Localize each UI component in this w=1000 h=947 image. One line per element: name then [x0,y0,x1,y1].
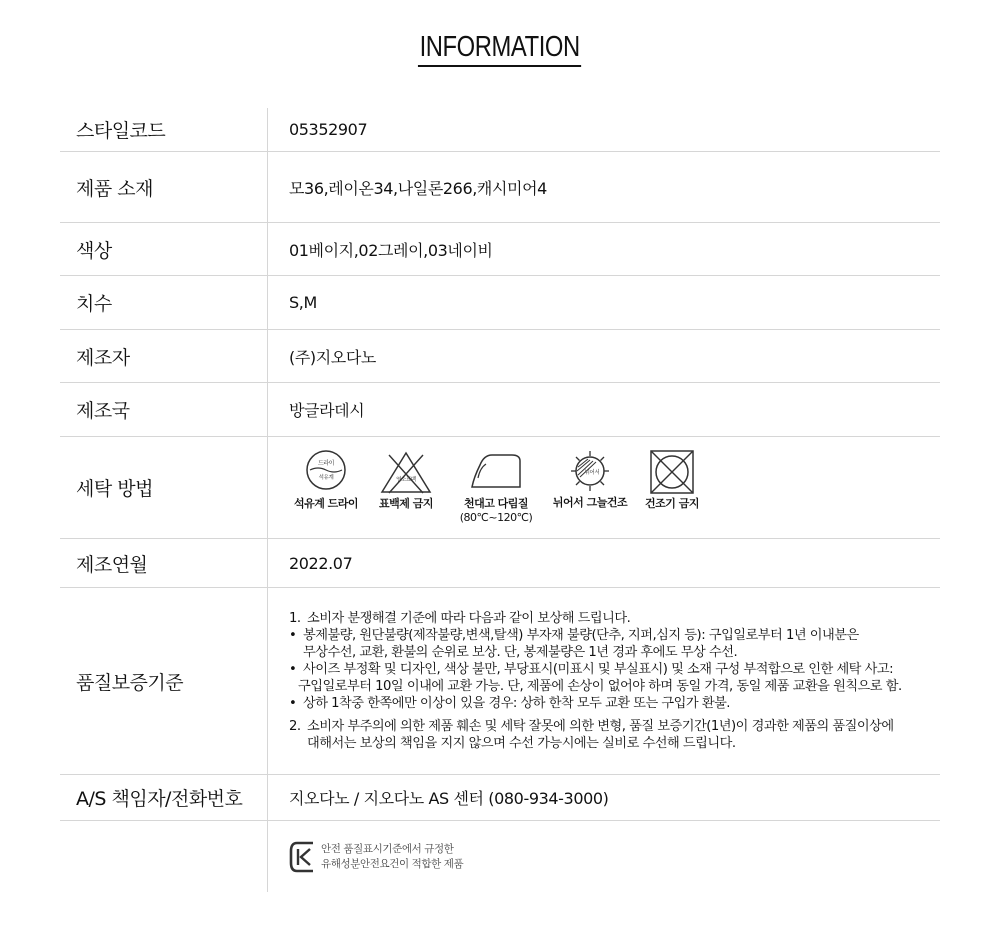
page-title-wrap [0,30,1000,67]
wash-item-shade-dry [544,449,636,510]
quality-bullet-2a: 사이즈 부정확 및 디자인, 색상 불만, 부당표시(미표시 및 부실표시) 및 소재 구성 부적합으로 인한 세탁 사고: [303,662,894,677]
as-label: A/S 책임자/전화번호 [60,775,268,820]
no-bleach-icon [379,449,433,495]
material-label: 제품 소재 [60,152,268,222]
bullet-2: • [289,662,297,677]
country-value: 방글라데시 [289,401,365,420]
color-value: 01베이지,02그레이,03네이비 [289,240,493,260]
quality-line-2a: 소비자 부주의에 의한 제품 훼손 및 세탁 잘못에 의한 변형, 품질 보증기간(1년)이 경과한 제품의 품질이상에 [307,719,894,734]
quality-text [268,588,940,774]
row-maker [60,330,940,383]
kc-mark-icon [289,839,315,875]
quality-bullet-1b: 무상수선, 교환, 환불의 순위로 보상. 단, 봉제불량은 1년 경과 후에도 무상 수선. [303,645,738,660]
bullet-3: • [289,696,297,711]
quality-num-1: 1. [289,611,301,626]
no-tumble-dry-icon [649,449,695,495]
wash-label: 세탁 방법 [60,437,268,538]
iron-caption-sub: (80℃~120℃) [459,511,533,524]
wash-item-no-bleach [364,449,448,511]
iron-caption [460,497,533,525]
no-bleach-inner-text: 염소표백 [396,477,416,483]
row-style-code [60,108,940,152]
quality-bullet-1a: 봉제불량, 원단불량(제작불량,변색,탈색) 부자재 불량(단추, 지퍼,심지 등): 구입일로부터 1년 이내분은 [303,628,859,643]
row-kc [60,821,940,892]
color-label: 색상 [60,223,268,275]
dry-clean-petroleum-icon [304,449,348,491]
quality-bullet-3 [289,695,730,712]
kc-cell [268,821,940,892]
row-material [60,152,940,223]
wash-item-dry-clean [288,449,364,511]
no-tumble-caption: 건조기 금지 [645,497,699,510]
size-label: 치수 [60,276,268,329]
no-wring-shade-dry-icon [566,449,614,493]
quality-item-2 [289,718,894,735]
iron-caption-main: 천대고 다림질 [463,497,529,510]
wash-icons [268,437,940,538]
kc-text [321,842,463,872]
kc-text-line-1: 안전 품질표시기준에서 규정한 [321,842,454,855]
dry-clean-top-text: 드라이 [317,460,335,467]
quality-label: 품질보증기준 [60,588,268,774]
row-date [60,539,940,588]
quality-item-1 [289,610,630,627]
iron-icon [468,449,524,491]
kc-certification [289,839,463,875]
kc-text-line-2: 유해성분안전요건이 적합한 제품 [321,857,464,870]
row-country [60,383,940,437]
info-table [60,108,940,892]
date-value: 2022.07 [289,553,353,573]
row-color [60,223,940,276]
style-code-value: 05352907 [289,120,368,139]
maker-label: 제조자 [60,330,268,382]
shade-dry-inner-text: 뉘어서 [584,470,600,476]
row-quality [60,588,940,775]
quality-bullet-2b: 구입일로부터 10일 이내에 교환 가능. 단, 제품에 손상이 없어야 하며 동일 가격, 동일 제품 교환을 원칙으로 함. [298,679,902,694]
shade-dry-caption: 뉘어서 그늘건조 [552,496,628,509]
quality-bullet-3-text: 상하 1착중 한쪽에만 이상이 있을 경우: 상하 한착 모두 교환 또는 구입가 환불. [303,696,730,711]
material-value: 모36,레이온34,나일론266,캐시미어4 [289,179,547,198]
bullet-1: • [289,628,297,643]
wash-item-iron [448,449,544,525]
quality-line-1: 소비자 분쟁해결 기준에 따라 다음과 같이 보상해 드립니다. [307,611,631,626]
wash-item-no-tumble [636,449,708,511]
row-wash [60,437,940,539]
quality-num-2: 2. [289,719,301,734]
maker-value: (주)지오다노 [289,347,376,367]
style-code-label: 스타일코드 [60,108,268,151]
dry-clean-inner-text: 석유계 [318,475,334,481]
page-title: INFORMATION [418,30,581,67]
date-label: 제조연월 [60,539,268,587]
quality-bullet-2 [289,661,893,678]
quality-line-2b: 대해서는 보상의 책임을 지지 않으며 수선 가능시에는 실비로 수선해 드립니다. [307,736,736,751]
dry-clean-caption: 석유계 드라이 [293,497,359,510]
size-value: S,M [289,293,317,312]
no-bleach-caption: 표백제 금지 [379,497,433,510]
as-value: 지오다노 / 지오다노 AS 센터 (080-934-3000) [289,789,609,808]
quality-bullet-1 [289,627,859,644]
kc-label-empty [60,821,268,892]
row-size [60,276,940,330]
row-as [60,775,940,821]
country-label: 제조국 [60,383,268,436]
